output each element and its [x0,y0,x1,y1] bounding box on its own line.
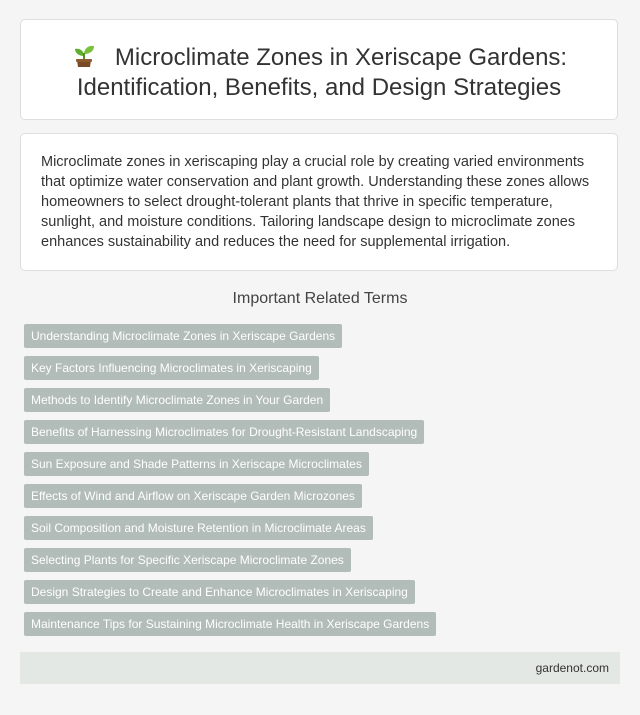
header-card [20,19,618,120]
term-tag[interactable]: Understanding Microclimate Zones in Xeriscape Gardens [24,324,342,348]
term-tag[interactable]: Effects of Wind and Airflow on Xeriscape Garden Microzones [24,484,362,508]
term-tag[interactable]: Selecting Plants for Specific Xeriscape Microclimate Zones [24,548,351,572]
sprout-icon [71,42,97,68]
related-terms-heading: Important Related Terms [232,290,408,307]
term-tag[interactable]: Key Factors Influencing Microclimates in Xeriscaping [24,356,319,380]
term-tag[interactable]: Design Strategies to Create and Enhance Microclimates in Xeriscaping [24,580,415,604]
term-tag[interactable]: Sun Exposure and Shade Patterns in Xeriscape Microclimates [24,452,369,476]
intro-card [20,133,618,271]
intro-paragraph: Microclimate zones in xeriscaping play a crucial role by creating varied environments that optimize water conservation and plant growth. Understanding these zones allows homeowners to select drought-tolerant plants that thrive in specific temperature, sunlight, and moisture conditions. Tailoring landscape design to microclimate zones enhances sustainability and reduces the need for supplemental irrigation. [41,154,590,250]
footer [20,652,620,684]
related-terms-list [24,324,624,644]
term-tag[interactable]: Soil Composition and Moisture Retention in Microclimate Areas [24,516,373,540]
term-tag[interactable]: Maintenance Tips for Sustaining Microclimate Health in Xeriscape Gardens [24,612,436,636]
term-tag[interactable]: Methods to Identify Microclimate Zones in Your Garden [24,388,330,412]
page-title-text: Microclimate Zones in Xeriscape Gardens: Identification, Benefits, and Design Strategies [76,44,568,101]
term-tag[interactable]: Benefits of Harnessing Microclimates for Drought-Resistant Landscaping [24,420,424,444]
page-title [21,20,617,103]
footer-site-link[interactable]: gardenot.com [535,661,609,675]
